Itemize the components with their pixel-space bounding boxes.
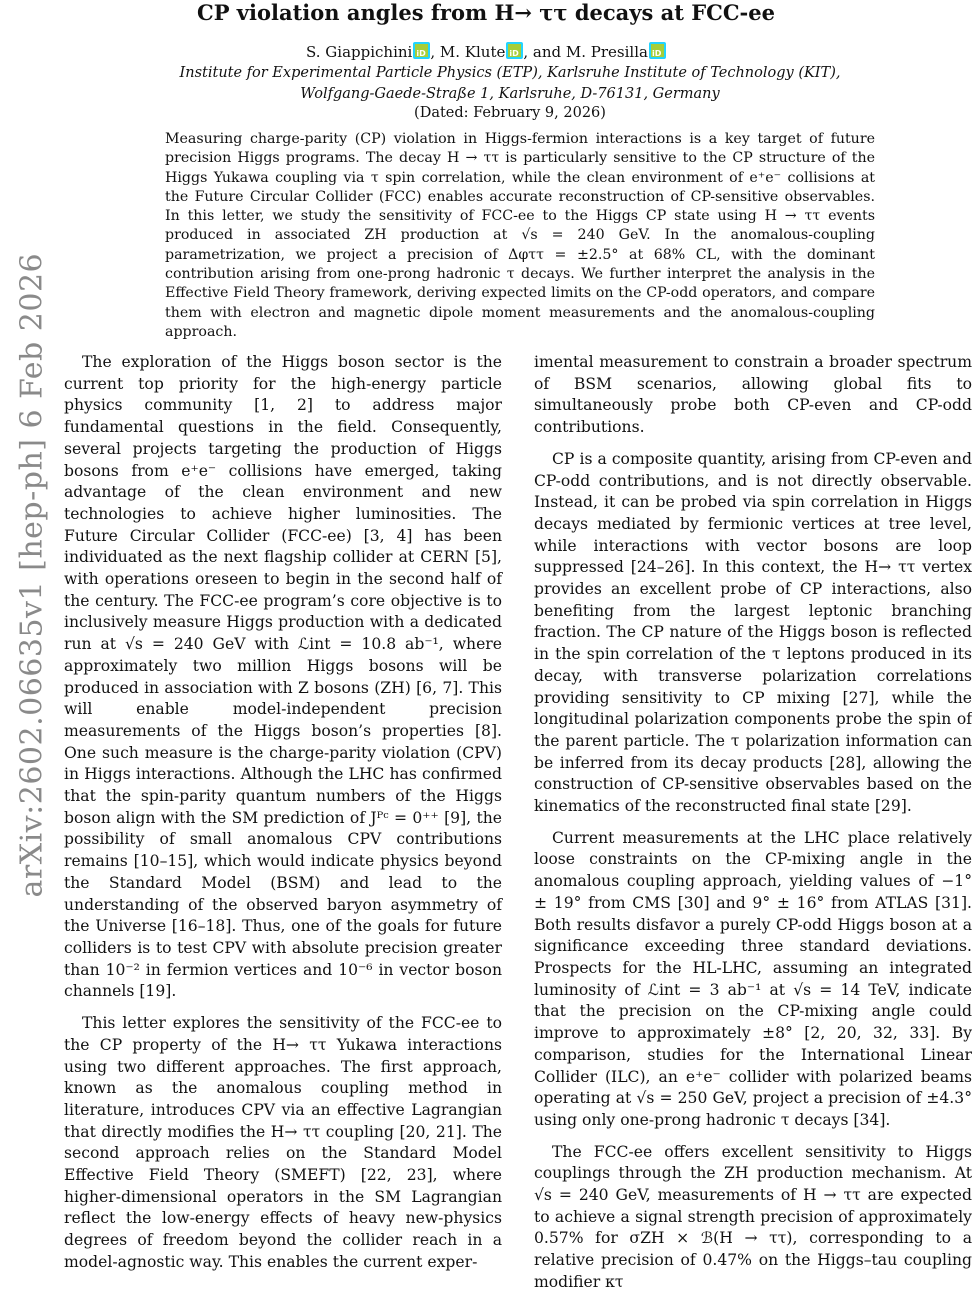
orcid-icon[interactable] bbox=[413, 42, 430, 59]
author-separator: , and bbox=[523, 43, 566, 61]
date-line: (Dated: February 9, 2026) bbox=[414, 105, 606, 121]
body-paragraph: imental measurement to constrain a broader spectrum of BSM scenarios, allowing global fits to simultaneously probe both CP-even and CP-odd contributions. bbox=[534, 353, 972, 437]
affiliation-line: Institute for Experimental Particle Physics (ETP), Karlsruhe Institute of Technology (KIT), bbox=[179, 65, 841, 81]
body-paragraph: The FCC-ee offers excellent sensitivity to Higgs couplings through the ZH production mechanism. At √s = 240 GeV, measurements of H → ττ are expected to achieve a signal strength precision of approximately 0.57% for σZH × ℬ(H → ττ), corresponding to a relative precision of 0.47% on the Higgs–tau coupling modifier κτ bbox=[534, 1142, 972, 1291]
author-separator: , bbox=[430, 43, 440, 61]
abstract: Measuring charge-parity (CP) violation in Higgs-fermion interactions is a key target of future precision Higgs programs. The decay H → ττ is particularly sensitive to the CP structure of the Higgs Yukawa coupling via τ spin correlation, while the clean environment of e⁺e⁻ collisions at the Future Circular Collider (FCC) enables accurate reconstruction of CP-sensitive observables. In this letter, we study the sensitivity of FCC-ee to the Higgs CP state using H → ττ events produced in associated ZH production at √s = 240 GeV. In the anomalous-coupling parametrization, we project a precision of Δφττ = ±2.5° at 68% CL, with the dominant contribution arising from one-prong hadronic τ decays. We further interpret the analysis in the Effective Field Theory framework, deriving expected limits on the CP-odd operators, and compare them with electron and magnetic dipole moment measurements and the anomalous-coupling approach. bbox=[165, 131, 875, 340]
author-list bbox=[0, 41, 972, 63]
left-column bbox=[64, 352, 502, 1284]
orcid-icon[interactable] bbox=[506, 42, 523, 59]
orcid-icon[interactable] bbox=[649, 42, 666, 59]
author-name: M. Klute bbox=[439, 43, 506, 61]
affiliation-line: Wolfgang-Gaede-Straße 1, Karlsruhe, D-76131, Germany bbox=[300, 86, 720, 102]
right-column bbox=[534, 352, 972, 1304]
author-name: S. Giappichini bbox=[306, 43, 413, 61]
body-paragraph: CP is a composite quantity, arising from CP-even and CP-odd contributions, and is not directly observable. Instead, it can be probed via spin correlation in Higgs decays mediated by fermionic vertices at tree level, while interactions with vector bosons are loop suppressed [24–26]. In this context, the H→ ττ vertex provides an excellent probe of CP interactions, also benefiting from the largest leptonic branching fraction. The CP nature of the Higgs boson is reflected in the spin correlation of the τ leptons produced in its decay, with transverse polarization correlations providing sensitivity to CP mixing [27], while the longitudinal polarization components probe the spin of the parent particle. The τ polarization information can be inferred from its decay products [28], allowing the construction of CP-sensitive observables based on the kinematics of the reconstructed final state [29]. bbox=[534, 449, 972, 816]
author-name: M. Presilla bbox=[565, 43, 648, 61]
affiliation bbox=[0, 63, 972, 105]
body-paragraph: This letter explores the sensitivity of the FCC-ee to the CP property of the H→ ττ Yukawa interactions using two different approaches. The first approach, known as the anomalous coupling method in literature, introduces CPV via an effective Lagrangian that directly modifies the H→ ττ coupling [20, 21]. The second approach relies on the Standard Model Effective Field Theory (SMEFT) [22, 23], where higher-dimensional operators in the SM Lagrangian reflect the low-energy effects of heavy new-physics degrees of freedom beyond the collider reach in a model-agnostic way. This enables the current exper- bbox=[64, 1014, 502, 1271]
body-paragraph: The exploration of the Higgs boson sector is the current top priority for the high-energy particle physics community [1, 2] to address major fundamental questions in the field. Consequently, several projects targeting the production of Higgs bosons from e⁺e⁻ collisions have emerged, taking advantage of the clean environment and new technologies to achieve higher luminosities. The Future Circular Collider (FCC-ee) [3, 4] has been individuated as the next flagship collider at CERN [5], with operations oreseen to begin in the second half of the century. The FCC-ee program’s core objective is to inclusively measure Higgs production with a dedicated run at √s = 240 GeV with ℒint = 10.8 ab⁻¹, where approximately two million Higgs bosons will be produced in association with Z bosons (ZH) [6, 7]. This will enable model-independent precision measurements of the Higgs boson’s properties [8]. One such measure is the charge-parity violation (CPV) in Higgs interactions. Although the LHC has confirmed that the spin-parity quantum numbers of the Higgs boson align with the SM prediction of Jᴾᶜ = 0⁺⁺ [9], the possibility of small anomalous CPV contributions remains [10–15], which would indicate physics beyond the Standard Model (BSM) and lead to the understanding of the observed baryon asymmetry of the Universe [16–18]. Thus, one of the goals for future colliders is to test CPV with absolute precision greater than 10⁻² in fermion vertices and 10⁻⁶ in vector boson channels [19]. bbox=[64, 353, 502, 1001]
paper-title: CP violation angles from H→ ττ decays at FCC-ee bbox=[196, 0, 775, 25]
body-paragraph: Current measurements at the LHC place relatively loose constraints on the CP-mixing angle in the anomalous coupling approach, yielding values of −1° ± 19° from CMS [30] and 9° ± 16° from ATLAS [31]. Both results disfavor a purely CP-odd Higgs boson at a significance exceeding three standard deviations. Prospects for the HL-LHC, assuming an integrated luminosity of ℒint = 3 ab⁻¹ at √s = 14 TeV, indicate that the precision on the CP-mixing angle could improve to approximately ±8° [2, 20, 32, 33]. By comparison, studies for the International Linear Collider (ILC), an e⁺e⁻ collider with polarized beams operating at √s = 250 GeV, project a precision of ±4.3° using only one-prong hadronic τ decays [34]. bbox=[534, 828, 972, 1129]
arxiv-identifier: arXiv:2602.06635v1 [hep-ph] 6 Feb 2026 bbox=[14, 252, 50, 898]
